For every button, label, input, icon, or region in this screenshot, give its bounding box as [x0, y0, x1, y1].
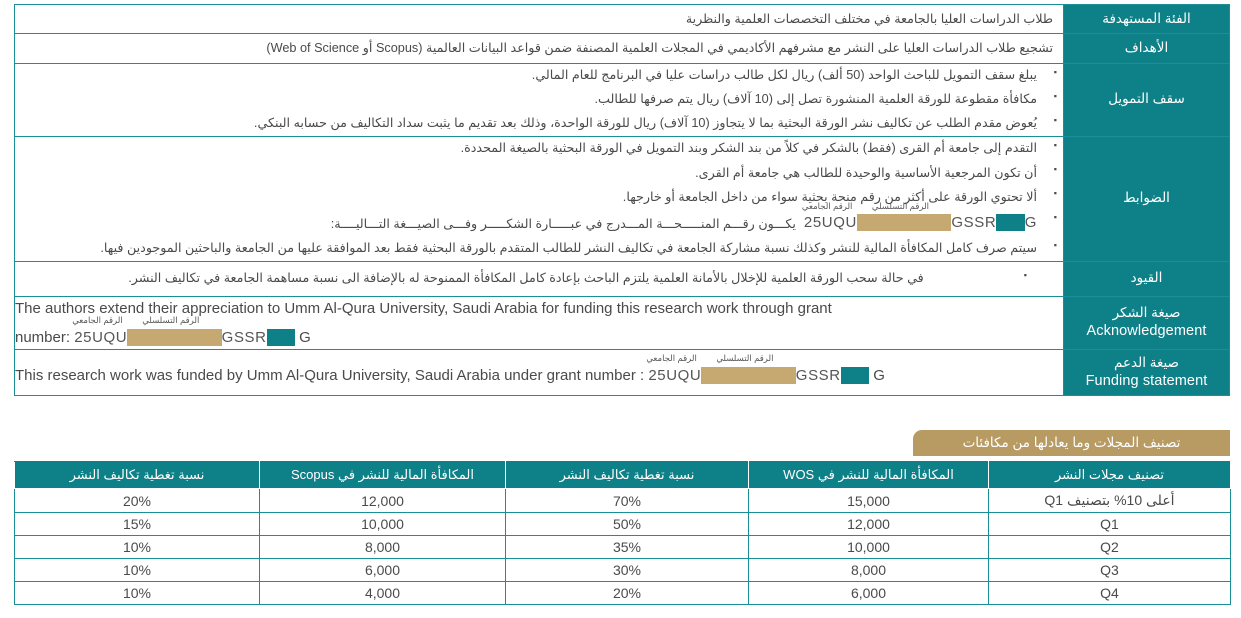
table-row — [15, 513, 1231, 536]
annotation-serial-number: الرقم التسلسلي — [716, 353, 774, 364]
annotation-university-number: الرقم الجامعي — [801, 200, 853, 211]
row-label-target-category: الفئة المستهدفة — [1064, 5, 1230, 34]
cell-journal-class: Q2 — [989, 536, 1231, 559]
row-label-conditions: الضوابط — [1064, 136, 1230, 261]
funding-statement-text: This research work was funded by Umm Al-Qura University, Saudi Arabia under grant number : — [15, 367, 649, 385]
grant-code-middle: GSSR — [951, 213, 997, 231]
funding-ceiling-bullet-list — [15, 64, 1063, 136]
grant-code-serial-mask: XX — [841, 367, 869, 385]
journal-classification-table — [14, 461, 1231, 605]
cell-scopus-coverage: 15% — [15, 513, 260, 536]
table-row-target-category — [15, 5, 1230, 34]
cell-journal-class: Q1 — [989, 513, 1231, 536]
table-header-row — [15, 462, 1231, 489]
column-header-scopus-reward: المكافأة المالية للنشر في Scopus — [260, 462, 506, 489]
acknowledgement-label-ar: صيغة الشكر — [1112, 305, 1181, 321]
cell-journal-class: Q3 — [989, 559, 1231, 582]
grant-code-block — [646, 353, 869, 387]
table-row-acknowledgement — [15, 296, 1230, 350]
grant-code-university-mask: XXXXXXX — [702, 367, 795, 385]
cell-wos-reward: 6,000 — [749, 582, 989, 605]
row-label-restrictions: القيود — [1064, 261, 1230, 296]
list-item: ▪ ألا تحتوي الورقة على أكثر من رقم منحة بحثية سواء من داخل الجامعة أو خارجها. — [15, 185, 1047, 209]
list-item-grant-format — [15, 200, 1047, 237]
cell-wos-reward: 15,000 — [749, 489, 989, 513]
grant-code-prefix: 25UQU — [803, 213, 857, 231]
annotation-university-number: الرقم الجامعي — [646, 353, 697, 364]
list-item: ▪ التقدم إلى جامعة أم القرى (فقط) بالشكر في كلاً من بند الشكر وبند التمويل في الورقة البحثية بالصيغة المحددة. — [15, 137, 1047, 161]
acknowledgement-content — [15, 296, 1064, 350]
column-header-wos-reward: المكافأة المالية للنشر في WOS — [749, 462, 989, 489]
row-label-funding-statement — [1064, 350, 1230, 396]
table-row-restrictions — [15, 261, 1230, 296]
list-item: ▪ يُعوض مقدم الطلب عن تكاليف نشر الورقة البحثية بما لا يتجاوز (10 آلاف) ريال للورقة الواحدة، وذلك بعد تقديم ما يثبت سداد التكاليف من حسابه البنكي. — [15, 112, 1047, 136]
annotation-university-number: الرقم الجامعي — [72, 314, 123, 325]
table-row — [15, 559, 1231, 582]
list-item: ▪ في حالة سحب الورقة العلمية للإخلال بالأمانة العلمية يلتزم الباحث بإعادة كامل المكافأة الممنوحة له بالإضافة الى نسبة مساهمة الجامعة في تكاليف النشر. — [45, 267, 1017, 291]
cell-wos-coverage: 70% — [506, 489, 749, 513]
cell-scopus-reward: 8,000 — [260, 536, 506, 559]
restrictions-bullet-list — [45, 267, 1033, 291]
grant-code-middle: GSSR — [221, 328, 267, 346]
acknowledgement-line-2 — [15, 314, 1063, 349]
row-label-acknowledgement — [1064, 296, 1230, 350]
row-label-funding-ceiling: سقف التمويل — [1064, 63, 1230, 136]
grant-code-block — [72, 314, 295, 349]
cell-wos-reward: 12,000 — [749, 513, 989, 536]
grant-code-text — [74, 329, 295, 346]
grant-code-block — [801, 200, 1037, 235]
column-header-scopus-coverage: نسبة تغطية تكاليف النشر — [15, 462, 260, 489]
list-item: ▪ أن تكون المرجعية الأساسية والوحيدة للطالب هي جامعة أم القرى. — [15, 161, 1047, 185]
conditions-content — [15, 136, 1064, 261]
acknowledgement-line-1: The authors extend their appreciation to Umm Al-Qura University, Saudi Arabia for funding this research work through grant — [15, 299, 832, 317]
cell-scopus-reward: 6,000 — [260, 559, 506, 582]
grant-code-prefix: 25UQU — [648, 367, 702, 385]
table-row-funding-statement — [15, 350, 1230, 396]
table-row-funding-ceiling — [15, 63, 1230, 136]
table-row — [15, 536, 1231, 559]
grant-code-suffix: G — [295, 328, 311, 346]
list-item: ▪ مكافأة مقطوعة للورقة العلمية المنشورة تصل إلى (10 آلاف) ريال يتم صرفها للطالب. — [15, 88, 1047, 112]
funding-statement-content — [15, 350, 1064, 396]
acknowledgement-number-label: number: — [15, 328, 75, 346]
target-category-text: طلاب الدراسات العليا بالجامعة في مختلف التخصصات العلمية والنظرية — [15, 5, 1064, 34]
grant-code-serial-mask: XX — [997, 213, 1024, 231]
annotation-serial-number: الرقم التسلسلي — [142, 314, 200, 325]
grant-code-university-mask: XXXXXXX — [857, 213, 951, 231]
grant-code-middle: GSSR — [795, 367, 841, 385]
cell-wos-reward: 10,000 — [749, 536, 989, 559]
funding-statement-label-en: Funding statement — [1085, 373, 1208, 390]
annotation-serial-number: ▪ الرقم التسلسلي — [871, 200, 930, 211]
table-row-conditions — [15, 136, 1230, 261]
cell-scopus-reward: 12,000 — [260, 489, 506, 513]
table-row — [15, 582, 1231, 605]
column-header-journal-class: تصنيف مجلات النشر — [989, 462, 1231, 489]
cell-scopus-reward: 4,000 — [260, 582, 506, 605]
cell-scopus-reward: 10,000 — [260, 513, 506, 536]
table-row — [15, 489, 1231, 513]
cell-journal-class: Q4 — [989, 582, 1231, 605]
journal-classification-banner: تصنيف المجلات وما يعادلها من مكافئات — [913, 430, 1230, 456]
list-item: ▪ سيتم صرف كامل المكافأة المالية للنشر وكذلك نسبة مشاركة الجامعة في تكاليف النشر للطالب المتقدم بالورقة البحثية فقط بعد الموافقة عليها من الجامعة والباحثين الموجودين فيها. — [15, 237, 1047, 261]
funding-ceiling-content — [15, 63, 1064, 136]
cell-wos-coverage: 50% — [506, 513, 749, 536]
cell-wos-reward: 8,000 — [749, 559, 989, 582]
grant-code-text — [804, 214, 1037, 231]
grant-code-text — [648, 367, 869, 384]
column-header-wos-coverage: نسبة تغطية تكاليف النشر — [506, 462, 749, 489]
cell-wos-coverage: 35% — [506, 536, 749, 559]
grant-code-suffix: G — [1024, 213, 1037, 231]
grant-code-prefix: 25UQU — [74, 328, 128, 346]
conditions-bullet-list — [15, 137, 1063, 261]
row-label-objectives: الأهداف — [1064, 34, 1230, 63]
grant-code-university-mask: XXXXXXX — [128, 328, 221, 346]
funding-program-table — [14, 4, 1230, 396]
cell-scopus-coverage: 10% — [15, 582, 260, 605]
objectives-text: تشجيع طلاب الدراسات العليا على النشر مع مشرفهم الأكاديمي في المجلات العلمية المصنفة ضمن قواعد البيانات العالمية (Scopus أو Web of Science) — [15, 34, 1064, 63]
cell-scopus-coverage: 10% — [15, 536, 260, 559]
cell-scopus-coverage: 10% — [15, 559, 260, 582]
grant-code-suffix: G — [869, 367, 885, 385]
cell-wos-coverage: 30% — [506, 559, 749, 582]
restrictions-content — [15, 261, 1064, 296]
grant-format-label: يكـــون رقـــم المنـــــحـــة المـــدرج في عبـــــارة الشكـــــر وفـــى الصيـــغة التـــاليــــة: — [330, 217, 796, 232]
table-row-objectives — [15, 34, 1230, 63]
grant-code-serial-mask: XX — [267, 328, 295, 346]
cell-scopus-coverage: 20% — [15, 489, 260, 513]
cell-journal-class: أعلى 10% بتصنيف Q1 — [989, 489, 1231, 513]
acknowledgement-label-en: Acknowledgement — [1086, 323, 1207, 340]
cell-wos-coverage: 20% — [506, 582, 749, 605]
funding-statement-label-ar: صيغة الدعم — [1113, 355, 1180, 371]
list-item: ▪ يبلغ سقف التمويل للباحث الواحد (50 ألف) ريال لكل طالب دراسات عليا في البرنامج للعام المالي. — [15, 64, 1047, 88]
